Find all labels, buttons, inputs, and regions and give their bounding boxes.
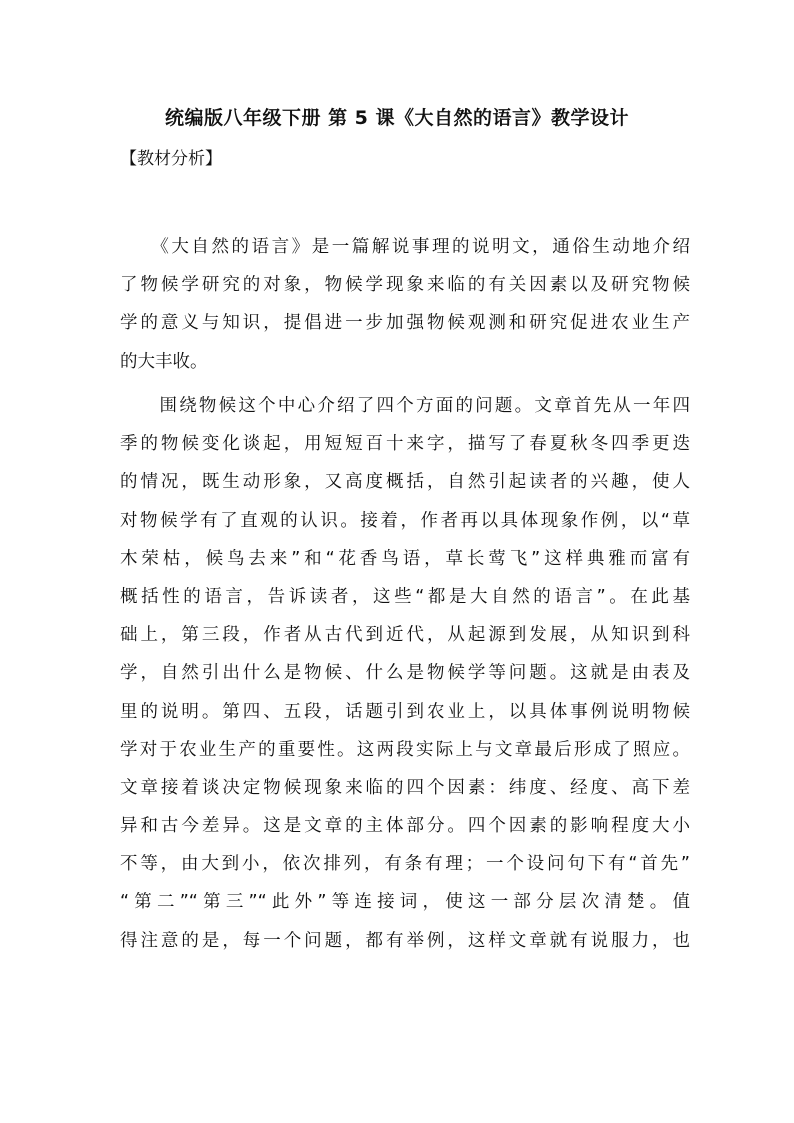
paragraph-line: 季的物候变化谈起，用短短百十来字，描写了春夏秋冬四季更迭 bbox=[120, 434, 690, 455]
paragraph-line: 概括性的语言，告诉读者，这些“都是大自然的语言”。在此基 bbox=[120, 586, 690, 607]
paragraph-line: 础上，第三段，作者从古代到近代，从起源到发展，从知识到科 bbox=[120, 625, 690, 646]
paragraph-line: 学对于农业生产的重要性。这两段实际上与文章最后形成了照应。 bbox=[120, 739, 690, 760]
paragraph-line: 学，自然引出什么是物候、什么是物候学等问题。这就是由表及 bbox=[120, 663, 690, 684]
section-heading-textbook-analysis: 【教材分析】 bbox=[120, 149, 222, 169]
paragraph-line: 《大自然的语言》是一篇解说事理的说明文，通俗生动地介绍 bbox=[120, 237, 690, 257]
paragraph-line: 不等，由大到小，依次排列，有条有理；一个设问句下有“首先” bbox=[120, 854, 690, 875]
paragraph-line: 木荣枯，候鸟去来”和“花香鸟语，草长莺飞”这样典雅而富有 bbox=[120, 548, 690, 569]
paragraph-line: 文章接着谈决定物候现象来临的四个因素：纬度、经度、高下差 bbox=[120, 777, 690, 798]
paragraph-line: 得注意的是，每一个问题，都有举例，这样文章就有说服力，也 bbox=[120, 930, 690, 951]
paragraph-line: 学的意义与知识，提倡进一步加强物候观测和研究促进农业生产 bbox=[120, 313, 690, 334]
paragraph-line: 的大丰收。 bbox=[120, 351, 208, 372]
paragraph-2 bbox=[120, 387, 690, 960]
paragraph-line: 围绕物候这个中心介绍了四个方面的问题。文章首先从一年四 bbox=[120, 396, 690, 416]
paragraph-1 bbox=[120, 228, 690, 381]
document-title: 统编版八年级下册 第 5 课《大自然的语言》教学设计 bbox=[164, 107, 630, 129]
paragraph-line: 的情况，既生动形象，又高度概括，自然引起读者的兴趣，使人 bbox=[120, 472, 690, 493]
paragraph-line: “第二”“第三”“此外”等连接词，使这一部分层次清楚。值 bbox=[120, 892, 690, 913]
paragraph-line: 里的说明。第四、五段，话题引到农业上，以具体事例说明物候 bbox=[120, 701, 690, 722]
paragraph-line: 对物候学有了直观的认识。接着，作者再以具体现象作例，以“草 bbox=[120, 510, 690, 531]
paragraph-line: 异和古今差异。这是文章的主体部分。四个因素的影响程度大小 bbox=[120, 816, 690, 837]
paragraph-line: 了物候学研究的对象，物候学现象来临的有关因素以及研究物候 bbox=[120, 275, 690, 296]
